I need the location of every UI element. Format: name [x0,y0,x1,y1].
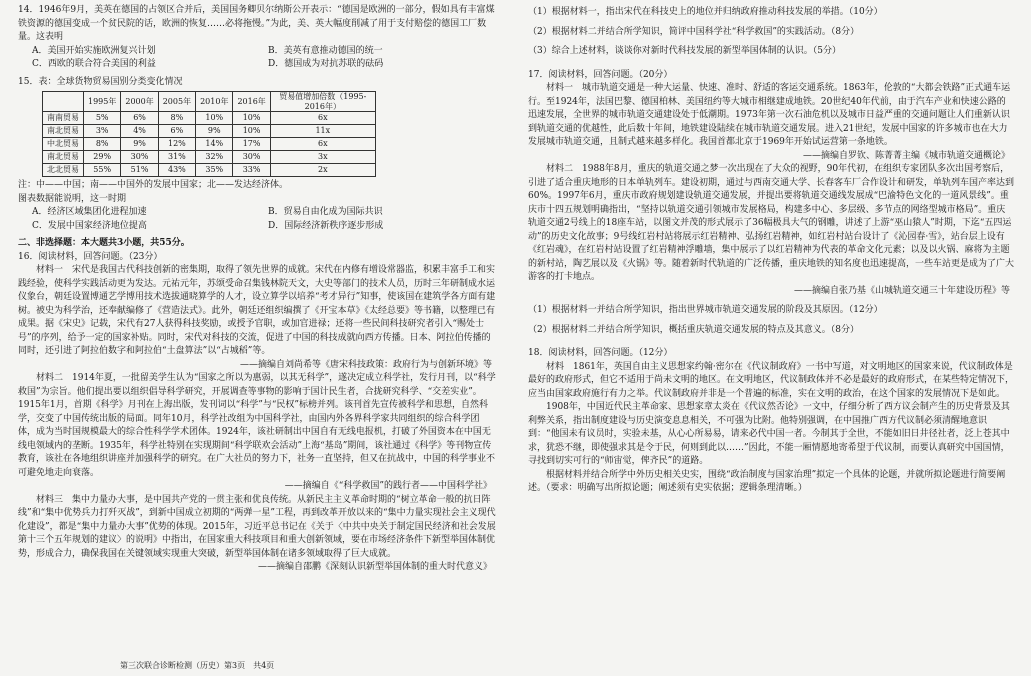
q14-option-c: C．西欧的联合符合美国的利益 [32,59,156,69]
table-cell: 33% [233,164,270,177]
table-cell: 35% [196,164,233,177]
table-cell: 8% [84,138,121,151]
q17-sub-1: （1）根据材料一并结合所学知识，指出世界城市轨道交通发展的阶段及其原因。（12分） [528,305,883,315]
q18-material-2: 1908年，中国近代民主革命家、思想家章太炎在《代议然否论》一文中，仔细分析了西方议会制产生的历史背景及其利弊关系，指出制度建设与历史演变息息相关，不可强为比附。他特别强调，在中国推广西方代议制必须清醒地意识到：“他国未有议员时，实验未基，从心心所易易，请来必代中国一者。今制其于全世，不能如旧日井径社者，泛上苍其中求，犹恐不继，即使强求其是令于民，何则到此以……”因此，不能一厢情愿地寄希望于代议制，而要认真研究中国国情，寻找到切实可行的“师宙觉，俾齐民”的道路。 [528,402,1010,466]
table-cell: 6% [158,125,195,138]
q18-task: 根据材料并结合所学中外历史相关史实，围绕“政治制度与国家治理”拟定一个具体的论题，并就所拟论题进行简要阐述。（要求：明确写出所拟论题；阐述须有史实依据；逻辑条理清晰。） [528,469,1006,493]
q14-option-d: D．德国成为对抗苏联的砝码 [268,59,384,69]
table-cell: 9% [121,138,158,151]
q17-material-2-source: ——摘编自张乃基《山城轨道交通三十年建设历程》等 [793,285,1010,296]
q15-stem: 15．表：全球货物贸易国别分类变化情况 [18,76,183,87]
table-cell: 30% [121,151,158,164]
q16-head: 16．阅读材料，回答问题。（23分） [18,251,163,262]
q18-head: 18．阅读材料，回答问题。（12分） [528,348,673,358]
table-cell: 43% [158,164,195,177]
q15-option-a: A．经济区域集团化进程加速 [32,207,147,218]
q14-options [18,45,496,72]
q16-material-1-source: ——摘编自刘尚希等《唐宋科技政策：政府行为与创新环境》等 [239,359,492,370]
table-cell: 8% [158,112,195,125]
table-header: 2010年 [196,92,233,112]
table-cell: 10% [196,112,233,125]
table-cell: 11x [270,125,375,138]
q15-options [18,206,496,233]
table-header-row [43,92,376,112]
q18-material-1: 材料 1861年，英国自由主义思想家约翰·密尔在《代议制政府》一书中写道，对文明地区的国家来说，代议制政体是最好的政府形式，但它不适用于尚未文明的地区。在文明地区，代议制政体并不必是最好的政府形式，在某些特定情况下，应当由国家政府施行有力之举。代议制政府并非是一个普遍的标准，实在文明的政治，在这个国家的发展情况下是如此。 [528,361,1015,399]
q16-material-3-source: ——摘编自邵鹏《深刻认识新型举国体制的重大时代意义》 [257,562,492,573]
q14-option-a: A．美国开始实施欧洲复兴计划 [32,45,156,56]
trade-table [42,91,376,177]
table-cell: 10% [233,112,270,125]
table-cell: 2x [270,164,375,177]
table-cell: 17% [233,138,270,151]
table-cell: 南北贸易 [43,125,84,138]
table-cell: 51% [121,164,158,177]
table-header: 贸易值增加倍数（1995-2016年） [270,92,375,112]
q15-option-d: D．国际经济新秩序逐步形成 [268,220,384,231]
left-column [18,0,496,575]
q16-sub-3: （3）综合上述材料，谈谈你对新时代科技发展的新型举国体制的认识。（5分） [528,46,841,56]
table-cell: 10% [233,125,270,138]
table-row [43,112,376,125]
table-cell: 南北贸易 [43,151,84,164]
q15-option-b: B．贸易自由化成为国际共识 [268,207,383,218]
q17-material-2: 材料二 1988年8月，重庆的轨道交通之梦一次出现在了大众的视野，90年代初，在组织专家团队多次出国考察后，引进了适合重庆地形的日本单轨列车。建设初期，通过与西南交通大学、长春客车厂合作设计和研发，单轨列车国产率达到60%。1997年6月，重庆市政府规划建设轨道交通发展，并提出要将轨道交通线发展成“巴渝特色文化的一道风景线”。重庆市十四五规划明确指出，“坚持以轨道交通引领城市发展格局，构建多中心、多层级、多节点的网络型城市格局”。重庆轨道交通2号线上的18座车站，以图文并茂的形式展示了36幅极具大气的钢雕，讲述了上游“巫山猿人”时期，下迄“五四运动”的历史文化故事；9号线红岩村站将展示红岩精神、弘扬红岩精神，如红岩村站台设计了《沁园春·雪》，站台层上设有《红岩魂》，在红岩村站设置了红岩精神浮雕墙，集中展示了以红岩精神为代表的革命文化元素；以及以火锅、麻将为主题的新村站，陶艺展以及《火锅》等。随着新时代轨道的广泛传播，重庆地铁的知名度也迅速提高，一些车站更是成为了广大游客的打卡地点。 [528,164,1015,282]
q17-material-1-source: ——摘编自罗钦、陈菁菁主编《城市轨道交通概论》 [802,150,1010,161]
q15-note: 注：中——中国；南——中国外的发展中国家；北——发达经济体。 [18,180,289,191]
q16-material-2-source: ——摘编自《“科学救国”的践行者——中国科学社》 [284,481,492,492]
table-cell: 4% [121,125,158,138]
table-cell: 3x [270,151,375,164]
table-cell: 31% [158,151,195,164]
table-header: 2016年 [233,92,270,112]
table-row [43,164,376,177]
table-header: 2000年 [121,92,158,112]
table-cell: 5% [84,112,121,125]
table-cell: 29% [84,151,121,164]
right-column [528,0,1014,496]
table-cell: 55% [84,164,121,177]
table-cell: 6x [270,112,375,125]
section-heading: 二、非选择题：本大题共3小题，共55分。 [18,238,190,249]
q14-option-b: B．美英有意推动德国的统一 [268,45,383,56]
table-cell: 3% [84,125,121,138]
q16-material-2: 材料二 1914年夏，一批留美学生认为“国家之所以为惠弱，以其无科学”，遂决定成立科学社，发行月刊，以“科学救国”为宗旨。他们提出要以组织倡导科学研究，开展调查等事物的影响于国计民生者，合拢研究科学、“交差实业”。1915年1月，首期《科学》月刊在上海出版，发刊词以“科学”与“民权”标榜并列。该刊首先宣传被科学和思想，自然科学，交变了中国传统出版的局面。同年10月，科学社改组为中国科学社，由国内外各界科学家共同组织的综合科学团体，成为当时国规模最大的综合性科学学术团体。1924年，该社研制出中国自有无线电报机，打破了外国资本在中国无线电领域内的垄断。1935年，科学社特别在实现期间“科学联欢会活动”上海“基岛”期间，该社通过《科学》等刊物宣传教育，该社在各地组织讲座并加强科学的研究。在广大社员的努力下，社务一直坚持，但又在抗战中，中国的科学事业不可避免地走向衰落。 [18,373,496,478]
table-cell: 6% [121,112,158,125]
table-header: 1995年 [84,92,121,112]
table-cell: 9% [196,125,233,138]
q16-material-3: 材料三 集中力量办大事，是中国共产党的一贯主张和优良传统。从新民主主义革命时期的“树立革命一般的抗日阵线”和“集中优势兵力打歼灭战”，到新中国成立初期的“两弹一星”工程，再到改革开放以来的“集中力量实现社会主义现代化建设”，都是“集中力量办大事”优势的体现。2015年，习近平总书记在《关于〈中共中央关于制定国民经济和社会发展第十三个五年规划的建议〉的说明》中指出，在国家重大科技项目和重大创新领域，要在市场经济条件下新型举国体制优势，形成合力，确保我国在关键领域实现重大突破，新型举国体制在诸多领域取得了巨大成就。 [18,494,496,559]
q16-sub-2: （2）根据材料二并结合所学知识，简评中国科学社“科学救国”的实践活动。（8分） [528,26,860,37]
q14-stem: 14．1946年9月，美英在德国的占领区合并后，美国国务卿贝尔纳斯公开表示：“德国是欧洲的一部分，假如具有丰富煤铁资源的德国变成一个贫民院的话，欧洲的恢复……必将拖慢。”为此，美、英大幅度削减了用于支付赔偿的德国工厂数量。这表明 [18,5,495,42]
q17-material-1: 材料一 城市轨道交通是一种大运量、快速、准时、舒适的客运交通系统。1863年，伦敦的“大都会铁路”正式通车运行。至1924年，法国巴黎、德国柏林、美国纽约等大城市相继建成地铁。20世纪40年代前，由于汽车产业和快速公路的迅速发展，全世界的城市轨道交通建设处于低潮期。1973年第一次石油危机以及城市日益严重的交通问题让人们重新认识到轨道交通的优越性，此后数十年间，地铁建设陆续在城市轨道交通发展。进入21世纪，发展中国家的许多城市也在大力发展城市轨道交通，且制式越来越多样化。我国首都北京于1969年开始试运营第一条地铁。 [528,83,1011,147]
q17-head: 17．阅读材料，回答问题。（20分） [528,69,673,80]
q17-sub-2: （2）根据材料二并结合所学知识，概括重庆轨道交通发展的特点及其意义。（8分） [528,324,859,335]
table-row [43,151,376,164]
table-cell: 北北贸易 [43,164,84,177]
table-cell: 12% [158,138,195,151]
q15-prompt: 图表数据能说明，这一时期 [18,193,127,204]
page-footer: 第三次联合诊断检测（历史）第3页 共4页 [120,661,275,670]
table-cell: 6x [270,138,375,151]
q16-material-1: 材料一 宋代是我国古代科技创新的密集期，取得了领先世界的成就。宋代在内修有增设常器监，积累丰富手工和实践经验，使科学实践活动更为发达。元祐元年，苏颂受命召集钱林院天文，大史等部门的技术人员，历时三年研制成水运仪象台，朝廷设置博通艺学博用技术选拔通晓算学的人才，设立算学以培养“考才异行”知事，使该国在建筑学各方面有建树。被史为科学治，还奉献编修了《营造法式》。此外，朝廷还组织编撰了《开宝本草》《太经总要》等书籍，以整理已有成果。据《宋史》记载，宋代有27人获得科技奖励，或授予官职，或加官进禄；还将一些民间科技研究者引入“赐处士号”的序列，给予一定的国家补贴。同时，宋代对科技的交流，促进了中国的科技成就向西方传播。日本、阿拉伯传播的同时，还引进了阿拉伯数字和阿拉伯“土盘算法”以“占城稻”等。 [18,265,496,357]
table-cell: 30% [233,151,270,164]
table-cell: 中北贸易 [43,138,84,151]
table-row [43,138,376,151]
table-row [43,125,376,138]
table-header [43,92,84,112]
table-cell: 32% [196,151,233,164]
q15-option-c: C．发展中国家经济地位提高 [32,220,147,231]
table-header: 2005年 [158,92,195,112]
table-cell: 14% [196,138,233,151]
table-cell: 南南贸易 [43,112,84,125]
q16-sub-1: （1）根据材料一，指出宋代在科技史上的地位并归纳政府推动科技发展的举措。（10分） [528,7,883,17]
